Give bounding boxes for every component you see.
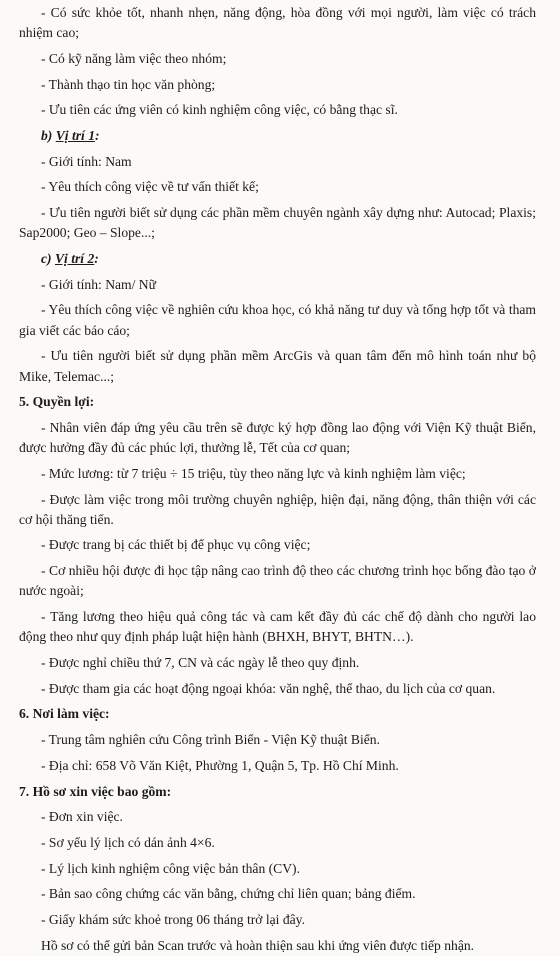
position-1-line: - Yêu thích công việc về tư vấn thiết kế; <box>41 179 259 195</box>
benefit-line: - Được tham gia các hoạt động ngoại khóa: văn nghệ, thể thao, du lịch của cơ quan. <box>41 680 496 696</box>
application-item: - Giấy khám sức khoẻ trong 06 tháng trở lại đây. <box>41 912 305 928</box>
benefit-line: - Được trang bị các thiết bị để phục vụ công việc; <box>41 537 311 553</box>
position-2-line: - Giới tính: Nam/ Nữ <box>41 276 156 292</box>
benefit-line: - Được nghỉ chiều thứ 7, CN và các ngày lễ theo quy định. <box>41 654 360 670</box>
closing-note: Hồ sơ có thể gửi bản Scan trước và hoàn thiện sau khi ứng viên được tiếp nhận. <box>41 937 475 953</box>
workplace-line: - Trung tâm nghiên cứu Công trình Biển - Viện Kỹ thuật Biển. <box>41 732 380 748</box>
application-item: - Bản sao công chứng các văn bằng, chứng chỉ liên quan; bảng điểm. <box>41 886 416 902</box>
position-1-letter: b) <box>41 128 53 144</box>
position-2-colon: : <box>94 251 99 267</box>
section-5-heading: 5. Quyền lợi: <box>19 394 95 410</box>
section-7-heading: 7. Hồ sơ xin việc bao gồm: <box>19 783 172 799</box>
position-1-heading <box>41 126 536 146</box>
position-2-line: - Yêu thích công việc về nghiên cứu khoa học, có khả năng tư duy và tổng hợp tốt và tham gia viết các báo cáo; <box>19 302 536 338</box>
requirement-line: - Có sức khỏe tốt, nhanh nhẹn, năng động, hòa đồng với mọi người, làm việc có trách nhiệm cao; <box>19 5 536 41</box>
application-item: - Sơ yếu lý lịch có dán ảnh 4×6. <box>41 834 215 850</box>
position-1-colon: : <box>95 128 100 144</box>
benefit-line: - Tăng lương theo hiệu quả công tác và cam kết đầy đủ các chế độ dành cho người lao động theo như quy định pháp luật hiện hành (BHXH, BHYT, BHTN…). <box>19 609 536 645</box>
benefit-line: - Nhân viên đáp ứng yêu cầu trên sẽ được ký hợp đồng lao động với Viện Kỹ thuật Biển, được hưởng đầy đủ các phúc lợi, thưởng lễ, Tết của cơ quan; <box>19 419 536 456</box>
position-2-line: - Ưu tiên người biết sử dụng phần mềm ArcGis và quan tâm đến mô hình toán như bộ Mike, Telemac...; <box>19 348 536 384</box>
benefit-line: - Được làm việc trong môi trường chuyên nghiệp, hiện đại, năng động, thân thiện với các cơ hội thăng tiến. <box>19 491 536 527</box>
requirement-line: - Có kỹ năng làm việc theo nhóm; <box>41 50 227 66</box>
benefit-line: - Cơ nhiều hội được đi học tập nâng cao trình độ theo các chương trình học bổng đào tạo ở nước ngoài; <box>19 563 536 599</box>
section-6-heading: 6. Nơi làm việc: <box>19 706 110 722</box>
benefit-line: - Mức lương: từ 7 triệu ÷ 15 triệu, tùy theo năng lực và kinh nghiệm làm việc; <box>41 465 466 481</box>
workplace-line: - Địa chỉ: 658 Võ Văn Kiệt, Phường 1, Quận 5, Tp. Hồ Chí Minh. <box>41 757 399 773</box>
position-2-heading <box>41 249 536 269</box>
application-item: - Đơn xin việc. <box>41 809 123 825</box>
position-2-letter: c) <box>41 251 52 267</box>
position-1-line: - Giới tính: Nam <box>41 153 132 169</box>
position-1-label: Vị trí 1 <box>55 128 96 144</box>
requirement-line: - Ưu tiên các ứng viên có kinh nghiệm công việc, có bằng thạc sĩ. <box>41 102 398 118</box>
requirement-line: - Thành thạo tin học văn phòng; <box>41 76 216 92</box>
position-1-line: - Ưu tiên người biết sử dụng các phần mềm chuyên ngành xây dựng như: Autocad; Plaxis; Sap2000; Geo – Slope...; <box>19 205 536 241</box>
position-2-label: Vị trí 2 <box>54 251 95 267</box>
application-item: - Lý lịch kinh nghiệm công việc bản thân (CV). <box>41 860 300 876</box>
